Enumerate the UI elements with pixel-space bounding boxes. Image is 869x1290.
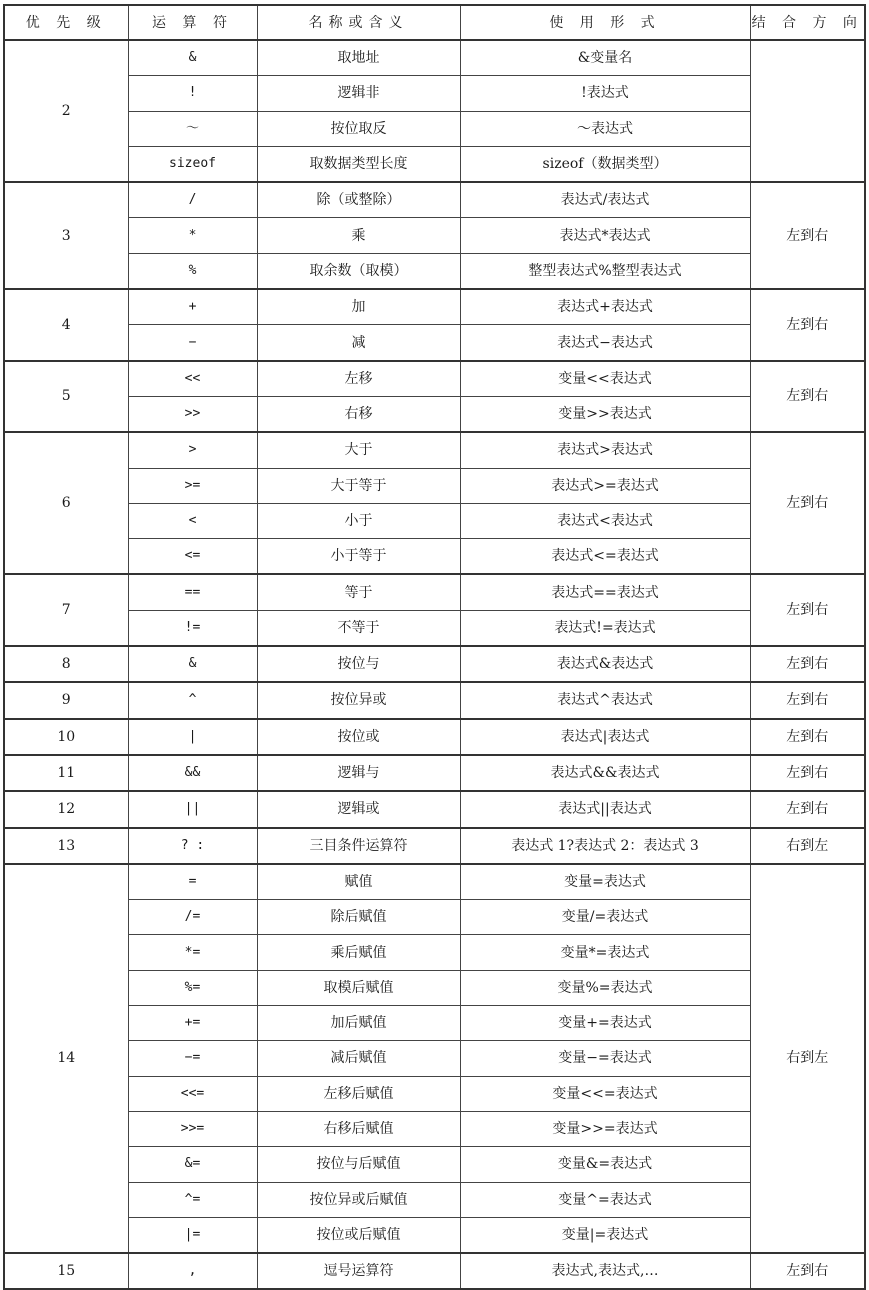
table-row bbox=[4, 218, 865, 253]
table-row bbox=[4, 1253, 865, 1289]
table-row bbox=[4, 111, 865, 146]
usage-cell: 变量−=表达式 bbox=[460, 1041, 750, 1076]
usage-cell: 变量+=表达式 bbox=[460, 1006, 750, 1041]
meaning-cell: 加后赋值 bbox=[257, 1006, 460, 1041]
meaning-cell: 按位异或后赋值 bbox=[257, 1182, 460, 1217]
table-row bbox=[4, 539, 865, 575]
associativity-cell: 左到右 bbox=[750, 574, 865, 646]
meaning-cell: 不等于 bbox=[257, 610, 460, 646]
usage-cell: 表达式,表达式,… bbox=[460, 1253, 750, 1289]
associativity-cell: 右到左 bbox=[750, 864, 865, 1253]
operator-cell: + bbox=[128, 289, 257, 325]
operator-cell: & bbox=[128, 40, 257, 76]
usage-cell: 表达式^表达式 bbox=[460, 682, 750, 718]
table-row bbox=[4, 970, 865, 1005]
table-row bbox=[4, 1041, 865, 1076]
usage-cell: 表达式+表达式 bbox=[460, 289, 750, 325]
priority-level-cell: 6 bbox=[4, 432, 128, 574]
priority-level-cell: 13 bbox=[4, 828, 128, 864]
operator-cell: += bbox=[128, 1006, 257, 1041]
associativity-cell: 左到右 bbox=[750, 1253, 865, 1289]
table-row bbox=[4, 1217, 865, 1253]
meaning-cell: 取地址 bbox=[257, 40, 460, 76]
table-row bbox=[4, 182, 865, 218]
table-header bbox=[4, 5, 865, 40]
associativity-cell: 左到右 bbox=[750, 361, 865, 433]
operator-cell: / bbox=[128, 182, 257, 218]
operator-cell: ～ bbox=[128, 111, 257, 146]
usage-cell: &变量名 bbox=[460, 40, 750, 76]
usage-cell: 变量^=表达式 bbox=[460, 1182, 750, 1217]
table-row bbox=[4, 325, 865, 361]
table-row bbox=[4, 719, 865, 755]
operator-cell: <<= bbox=[128, 1076, 257, 1111]
meaning-cell: 除（或整除） bbox=[257, 182, 460, 218]
table-row bbox=[4, 1076, 865, 1111]
meaning-cell: 逻辑或 bbox=[257, 791, 460, 827]
meaning-cell: 按位或 bbox=[257, 719, 460, 755]
operator-cell: −= bbox=[128, 1041, 257, 1076]
operator-cell: /= bbox=[128, 900, 257, 935]
table-row bbox=[4, 503, 865, 538]
associativity-cell bbox=[750, 40, 865, 182]
meaning-cell: 小于 bbox=[257, 503, 460, 538]
table-row bbox=[4, 1111, 865, 1146]
usage-cell: 表达式!=表达式 bbox=[460, 610, 750, 646]
meaning-cell: 大于 bbox=[257, 432, 460, 468]
operator-cell: != bbox=[128, 610, 257, 646]
associativity-cell: 右到左 bbox=[750, 828, 865, 864]
operator-cell: sizeof bbox=[128, 146, 257, 182]
meaning-cell: 取数据类型长度 bbox=[257, 146, 460, 182]
usage-cell: 表达式>=表达式 bbox=[460, 468, 750, 503]
priority-level-cell: 3 bbox=[4, 182, 128, 289]
table-body bbox=[4, 40, 865, 1289]
usage-cell: 整型表达式%整型表达式 bbox=[460, 253, 750, 289]
usage-cell: 表达式>表达式 bbox=[460, 432, 750, 468]
header-usage: 使 用 形 式 bbox=[460, 5, 750, 40]
meaning-cell: 赋值 bbox=[257, 864, 460, 900]
meaning-cell: 取余数（取模） bbox=[257, 253, 460, 289]
usage-cell: 变量%=表达式 bbox=[460, 970, 750, 1005]
operator-cell: %= bbox=[128, 970, 257, 1005]
associativity-cell: 左到右 bbox=[750, 791, 865, 827]
usage-cell: 变量&=表达式 bbox=[460, 1147, 750, 1182]
operator-precedence-table bbox=[3, 4, 866, 1290]
operator-cell: && bbox=[128, 755, 257, 791]
meaning-cell: 减 bbox=[257, 325, 460, 361]
operator-cell: ^ bbox=[128, 682, 257, 718]
meaning-cell: 按位取反 bbox=[257, 111, 460, 146]
priority-level-cell: 15 bbox=[4, 1253, 128, 1289]
meaning-cell: 等于 bbox=[257, 574, 460, 610]
table-row bbox=[4, 935, 865, 970]
associativity-cell: 左到右 bbox=[750, 682, 865, 718]
usage-cell: 表达式<表达式 bbox=[460, 503, 750, 538]
usage-cell: 变量|=表达式 bbox=[460, 1217, 750, 1253]
meaning-cell: 按位或后赋值 bbox=[257, 1217, 460, 1253]
meaning-cell: 乘 bbox=[257, 218, 460, 253]
priority-level-cell: 5 bbox=[4, 361, 128, 433]
priority-level-cell: 2 bbox=[4, 40, 128, 182]
operator-cell: >> bbox=[128, 396, 257, 432]
header-operator: 运 算 符 bbox=[128, 5, 257, 40]
operator-cell: &= bbox=[128, 1147, 257, 1182]
priority-level-cell: 14 bbox=[4, 864, 128, 1253]
table-row bbox=[4, 646, 865, 682]
priority-level-cell: 9 bbox=[4, 682, 128, 718]
associativity-cell: 左到右 bbox=[750, 289, 865, 361]
associativity-cell: 左到右 bbox=[750, 719, 865, 755]
operator-cell: ^= bbox=[128, 1182, 257, 1217]
priority-level-cell: 11 bbox=[4, 755, 128, 791]
usage-cell: 表达式 1?表达式 2：表达式 3 bbox=[460, 828, 750, 864]
table-row bbox=[4, 396, 865, 432]
header-priority: 优 先 级 bbox=[4, 5, 128, 40]
table-row bbox=[4, 146, 865, 182]
usage-cell: 变量<<=表达式 bbox=[460, 1076, 750, 1111]
table-row bbox=[4, 864, 865, 900]
meaning-cell: 逗号运算符 bbox=[257, 1253, 460, 1289]
meaning-cell: 大于等于 bbox=[257, 468, 460, 503]
operator-cell: |= bbox=[128, 1217, 257, 1253]
meaning-cell: 右移 bbox=[257, 396, 460, 432]
priority-level-cell: 12 bbox=[4, 791, 128, 827]
usage-cell: 表达式&表达式 bbox=[460, 646, 750, 682]
operator-cell: , bbox=[128, 1253, 257, 1289]
table-row bbox=[4, 1182, 865, 1217]
table-row bbox=[4, 468, 865, 503]
table-row bbox=[4, 361, 865, 397]
meaning-cell: 除后赋值 bbox=[257, 900, 460, 935]
meaning-cell: 加 bbox=[257, 289, 460, 325]
priority-level-cell: 10 bbox=[4, 719, 128, 755]
table-row bbox=[4, 900, 865, 935]
operator-cell: % bbox=[128, 253, 257, 289]
table-row bbox=[4, 610, 865, 646]
usage-cell: 变量>>=表达式 bbox=[460, 1111, 750, 1146]
usage-cell: 变量*=表达式 bbox=[460, 935, 750, 970]
usage-cell: 表达式||表达式 bbox=[460, 791, 750, 827]
operator-cell: = bbox=[128, 864, 257, 900]
usage-cell: 变量=表达式 bbox=[460, 864, 750, 900]
usage-cell: 表达式<=表达式 bbox=[460, 539, 750, 575]
meaning-cell: 左移 bbox=[257, 361, 460, 397]
meaning-cell: 取模后赋值 bbox=[257, 970, 460, 1005]
operator-cell: >>= bbox=[128, 1111, 257, 1146]
operator-cell: − bbox=[128, 325, 257, 361]
meaning-cell: 小于等于 bbox=[257, 539, 460, 575]
table-row bbox=[4, 828, 865, 864]
priority-level-cell: 7 bbox=[4, 574, 128, 646]
usage-cell: !表达式 bbox=[460, 76, 750, 111]
associativity-cell: 左到右 bbox=[750, 432, 865, 574]
table-row bbox=[4, 432, 865, 468]
operator-cell: > bbox=[128, 432, 257, 468]
table-row bbox=[4, 682, 865, 718]
operator-cell: | bbox=[128, 719, 257, 755]
usage-cell: ～表达式 bbox=[460, 111, 750, 146]
meaning-cell: 按位与 bbox=[257, 646, 460, 682]
operator-cell: == bbox=[128, 574, 257, 610]
associativity-cell: 左到右 bbox=[750, 755, 865, 791]
meaning-cell: 右移后赋值 bbox=[257, 1111, 460, 1146]
table-row bbox=[4, 755, 865, 791]
usage-cell: 表达式&&表达式 bbox=[460, 755, 750, 791]
usage-cell: 表达式−表达式 bbox=[460, 325, 750, 361]
associativity-cell: 左到右 bbox=[750, 646, 865, 682]
header-row bbox=[4, 5, 865, 40]
meaning-cell: 三目条件运算符 bbox=[257, 828, 460, 864]
priority-level-cell: 4 bbox=[4, 289, 128, 361]
meaning-cell: 减后赋值 bbox=[257, 1041, 460, 1076]
table-row bbox=[4, 1006, 865, 1041]
usage-cell: 变量/=表达式 bbox=[460, 900, 750, 935]
meaning-cell: 逻辑非 bbox=[257, 76, 460, 111]
header-meaning: 名称或含义 bbox=[257, 5, 460, 40]
usage-cell: 变量<<表达式 bbox=[460, 361, 750, 397]
operator-cell: << bbox=[128, 361, 257, 397]
header-associativity: 结 合 方 向 bbox=[750, 5, 865, 40]
operator-cell: * bbox=[128, 218, 257, 253]
operator-cell: *= bbox=[128, 935, 257, 970]
table-row bbox=[4, 289, 865, 325]
usage-cell: 变量>>表达式 bbox=[460, 396, 750, 432]
table-row bbox=[4, 791, 865, 827]
meaning-cell: 逻辑与 bbox=[257, 755, 460, 791]
meaning-cell: 乘后赋值 bbox=[257, 935, 460, 970]
priority-level-cell: 8 bbox=[4, 646, 128, 682]
associativity-cell: 左到右 bbox=[750, 182, 865, 289]
table-row bbox=[4, 253, 865, 289]
usage-cell: 表达式|表达式 bbox=[460, 719, 750, 755]
meaning-cell: 按位与后赋值 bbox=[257, 1147, 460, 1182]
operator-cell: || bbox=[128, 791, 257, 827]
meaning-cell: 按位异或 bbox=[257, 682, 460, 718]
operator-cell: <= bbox=[128, 539, 257, 575]
operator-cell: >= bbox=[128, 468, 257, 503]
usage-cell: sizeof（数据类型） bbox=[460, 146, 750, 182]
usage-cell: 表达式/表达式 bbox=[460, 182, 750, 218]
operator-cell: < bbox=[128, 503, 257, 538]
usage-cell: 表达式==表达式 bbox=[460, 574, 750, 610]
meaning-cell: 左移后赋值 bbox=[257, 1076, 460, 1111]
table-row bbox=[4, 40, 865, 76]
operator-cell: ! bbox=[128, 76, 257, 111]
table-row bbox=[4, 1147, 865, 1182]
operator-cell: ? : bbox=[128, 828, 257, 864]
usage-cell: 表达式*表达式 bbox=[460, 218, 750, 253]
operator-cell: & bbox=[128, 646, 257, 682]
table-row bbox=[4, 76, 865, 111]
table-row bbox=[4, 574, 865, 610]
